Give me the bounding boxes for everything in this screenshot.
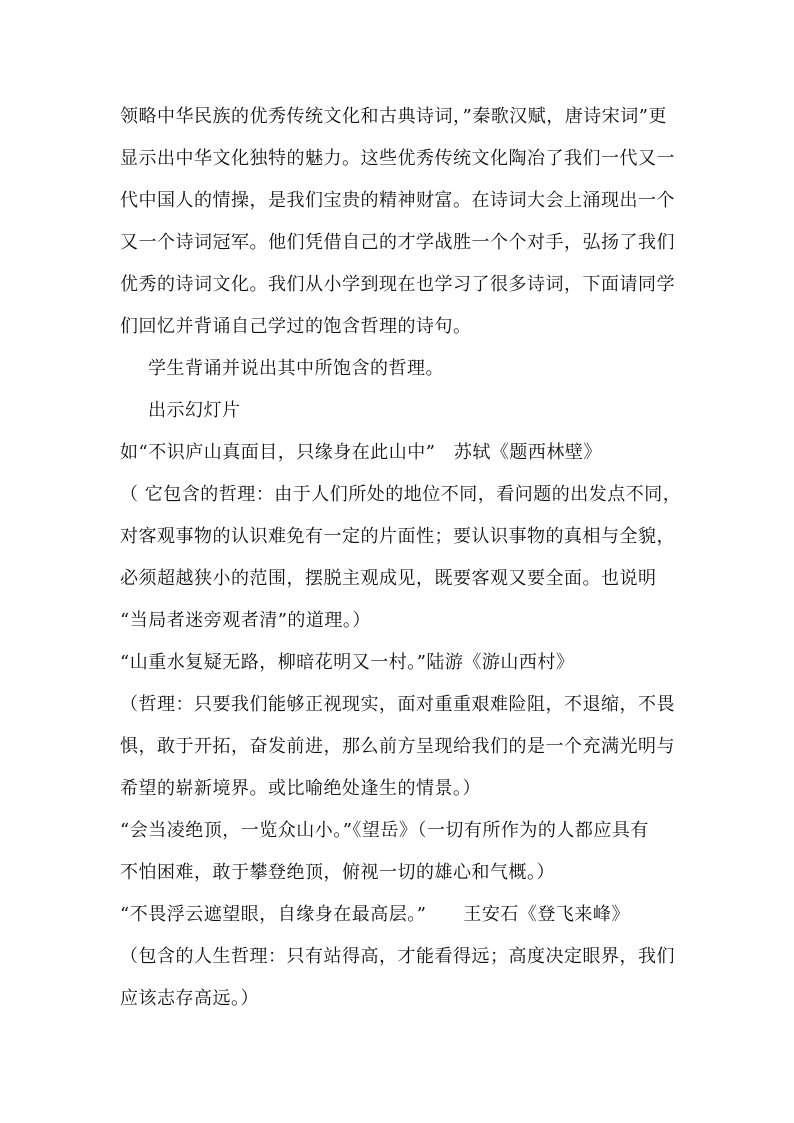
poem-quote-line: “会当凌绝顶，一览众山小。”《望岳》（一切有所作为的人都应具有: [120, 820, 649, 841]
philosophy-line: 应该志存高远。）: [120, 988, 259, 1009]
paragraph-line: 显示出中华文化独特的魅力。这些优秀传统文化陶冶了我们一代又一: [120, 148, 675, 169]
paragraph-line: 们回忆并背诵自己学过的饱含哲理的诗句。: [120, 316, 472, 337]
philosophy-line: 不怕困难，敢于攀登绝顶，俯视一切的雄心和气概。）: [120, 862, 555, 883]
philosophy-line: “当局者迷旁观者清”的道理。）: [120, 610, 371, 631]
poem-quote-line: 如“不识庐山真面目，只缘身在此山中” 苏轼《题西林壁》: [120, 442, 602, 463]
philosophy-line: （ 它包含的哲理：由于人们所处的地位不同，看问题的出发点不同，: [120, 484, 682, 505]
paragraph-line: 领略中华民族的优秀传统文化和古典诗词，”秦歌汉赋，唐诗宋词”更: [120, 106, 667, 127]
paragraph-line: 优秀的诗词文化。我们从小学到现在也学习了很多诗词，下面请同学: [120, 274, 675, 295]
philosophy-line: 必须超越狭小的范围，摆脱主观成见，既要客观又要全面。也说明: [120, 568, 657, 589]
philosophy-line: 希望的崭新境界。或比喻绝处逢生的情景。）: [120, 778, 481, 799]
poem-quote-line: “山重水复疑无路，柳暗花明又一村。”陆游《游山西村》: [120, 652, 575, 673]
paragraph-line: 又一个诗词冠军。他们凭借自己的才学战胜一个个对手，弘扬了我们: [120, 232, 675, 253]
paragraph-line: 出示幻灯片: [148, 400, 241, 421]
philosophy-line: 惧，敢于开拓，奋发前进，那么前方呈现给我们的是一个充满光明与: [120, 736, 675, 757]
paragraph-line: 代中国人的情操，是我们宝贵的精神财富。在诗词大会上涌现出一个: [120, 190, 675, 211]
poem-quote-line: “不畏浮云遮望眼，自缘身在最高层。” 王安石《登飞来峰》: [120, 904, 630, 925]
philosophy-line: （包含的人生哲理：只有站得高，才能看得远；高度决定眼界，我们: [120, 946, 675, 967]
philosophy-line: 对客观事物的认识难免有一定的片面性；要认识事物的真相与全貌，: [120, 526, 675, 547]
philosophy-line: （哲理：只要我们能够正视现实，面对重重艰难险阻，不退缩，不畏: [120, 694, 675, 715]
paragraph-line: 学生背诵并说出其中所饱含的哲理。: [148, 358, 444, 379]
